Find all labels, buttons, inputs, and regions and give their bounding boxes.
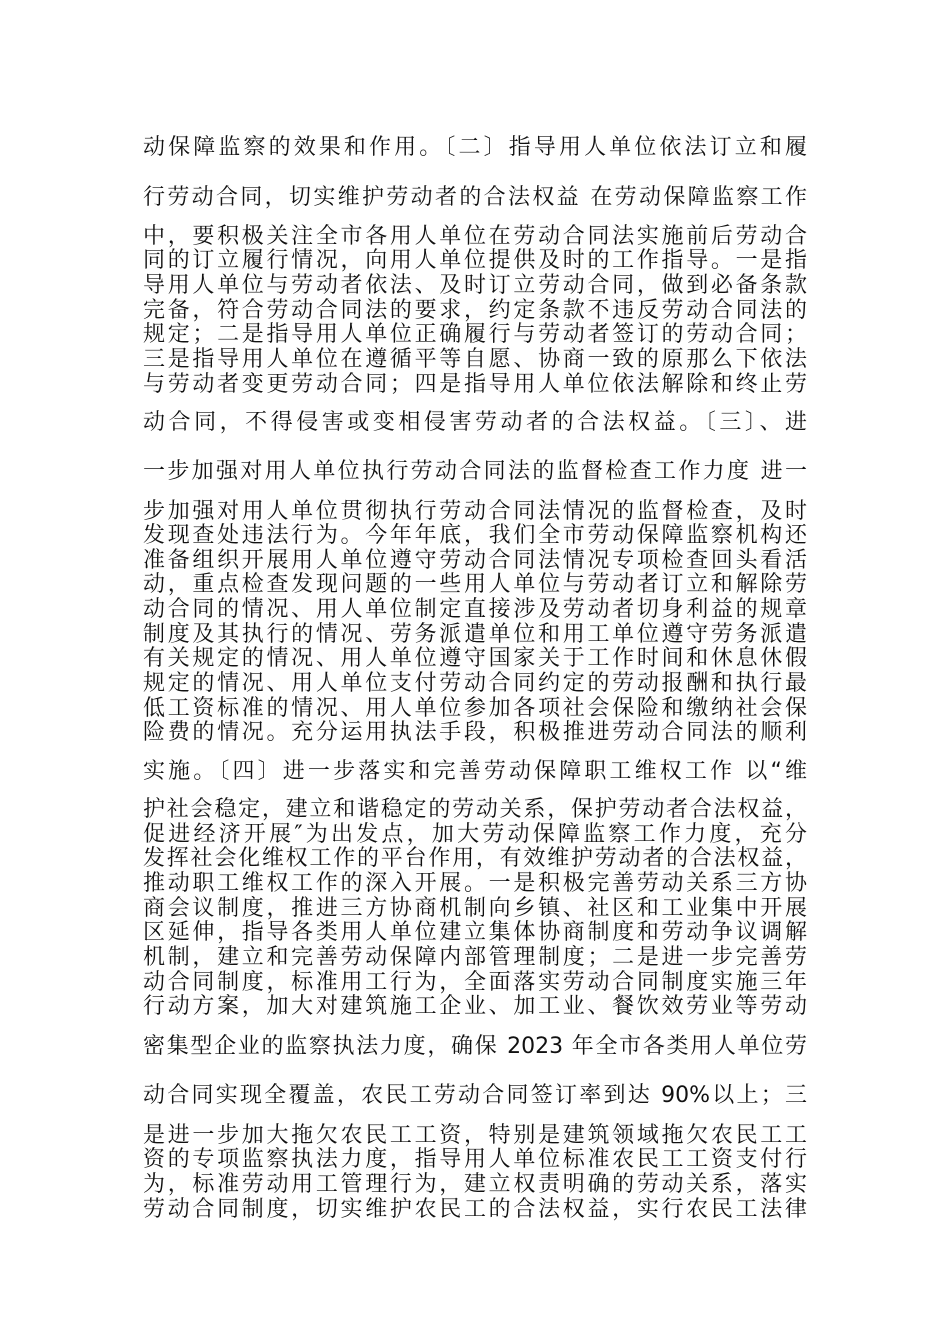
- text-line: 动合同制度，标准用工行为，全面落实劳动合同制度实施三年: [143, 970, 807, 995]
- text-line: 规定；二是指导用人单位正确履行与劳动者签订的劳动合同；: [143, 322, 807, 347]
- text-line: 劳动合同制度，切实维护农民工的合法权益，实行农民工法律: [143, 1197, 807, 1222]
- text-line: 资的专项监察执法力度，指导用人单位标准农民工工资支付行: [143, 1147, 807, 1172]
- text-line: 动保障监察的效果和作用。〔二〕指导用人单位依法订立和履: [143, 135, 807, 160]
- text-line: 区延伸，指导各类用人单位建立集体协商制度和劳动争议调解: [143, 920, 807, 945]
- text-line: 一步加强对用人单位执行劳动合同法的监督检查工作力度 进一: [143, 459, 807, 484]
- text-line: 发挥社会化维权工作的平台作用，有效维护劳动者的合法权益，: [143, 846, 807, 871]
- text-line: 中，要积极关注全市各用人单位在劳动合同法实施前后劳动合: [143, 224, 807, 249]
- text-line: 为，标准劳动用工管理行为，建立权责明确的劳动关系，落实: [143, 1172, 807, 1197]
- text-line: 步加强对用人单位贯彻执行劳动合同法情况的监督检查，及时: [143, 499, 807, 524]
- text-line: 险费的情况。充分运用执法手段，积极推进劳动合同法的顺利: [143, 720, 807, 745]
- text-line: 动合同，不得侵害或变相侵害劳动者的合法权益。〔三〕、进: [143, 410, 807, 435]
- text-line: 规定的情况、用人单位支付劳动合同约定的劳动报酬和执行最: [143, 671, 807, 696]
- text-line: 动，重点检查发现问题的一些用人单位与劳动者订立和解除劳: [143, 572, 807, 597]
- text-line: 有关规定的情况、用人单位遵守国家关于工作时间和休息休假: [143, 646, 807, 671]
- text-line: 是进一步加大拖欠农民工工资，特别是建筑领域拖欠农民工工: [143, 1123, 807, 1148]
- text-line: 与劳动者变更劳动合同；四是指导用人单位依法解除和终止劳: [143, 372, 807, 397]
- text-line: 推动职工维权工作的深入开展。一是积极完善劳动关系三方协: [143, 871, 807, 896]
- text-line: 制度及其执行的情况、劳务派遣单位和用工单位遵守劳务派遣: [143, 622, 807, 647]
- text-line: 同的订立履行情况，向用人单位提供及时的工作指导。一是指: [143, 248, 807, 273]
- text-line: 导用人单位与劳动者依法、及时订立劳动合同，做到必备条款: [143, 273, 807, 298]
- text-line: 行动方案，加大对建筑施工企业、加工业、餐饮效劳业等劳动: [143, 994, 807, 1019]
- text-line: 商会议制度，推进三方协商机制向乡镇、社区和工业集中开展: [143, 896, 807, 921]
- text-line: 实施。〔四〕进一步落实和完善劳动保障职工维权工作 以“维: [143, 759, 807, 784]
- text-line: 机制，建立和完善劳动保障内部管理制度；二是进一步完善劳: [143, 945, 807, 970]
- text-line: 完备，符合劳动合同法的要求，约定条款不违反劳动合同法的: [143, 298, 807, 323]
- text-line: 行劳动合同，切实维护劳动者的合法权益 在劳动保障监察工作: [143, 185, 807, 210]
- text-line: 动合同实现全覆盖，农民工劳动合同签订率到达 90%以上；三: [143, 1083, 807, 1108]
- text-line: 低工资标准的情况、用人单位参加各项社会保险和缴纳社会保: [143, 696, 807, 721]
- text-line: 准备组织开展用人单位遵守劳动合同法情况专项检查回头看活: [143, 548, 807, 573]
- text-line: 三是指导用人单位在遵循平等自愿、协商一致的原那么下依法: [143, 347, 807, 372]
- text-line: 促进经济开展″为出发点，加大劳动保障监察工作力度，充分: [143, 822, 807, 847]
- text-line: 密集型企业的监察执法力度，确保 2023 年全市各类用人单位劳: [143, 1034, 807, 1059]
- text-line: 护社会稳定，建立和谐稳定的劳动关系，保护劳动者合法权益，: [143, 797, 807, 822]
- text-line: 发现查处违法行为。今年年底，我们全市劳动保障监察机构还: [143, 523, 807, 548]
- text-line: 动合同的情况、用人单位制定直接涉及劳动者切身利益的规章: [143, 597, 807, 622]
